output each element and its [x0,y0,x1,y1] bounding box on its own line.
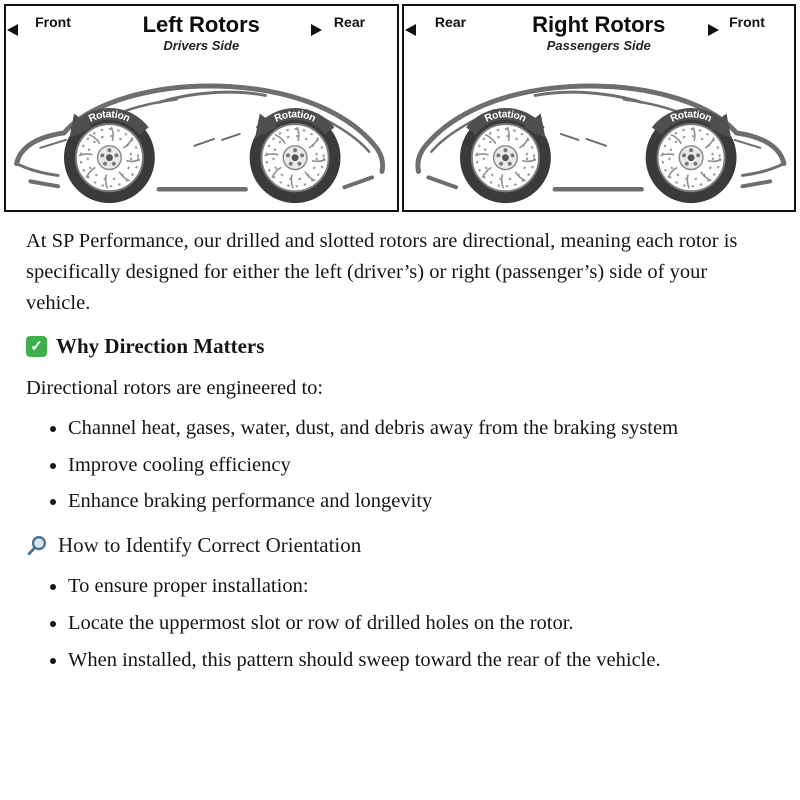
rotation-label: Rotation [272,109,318,125]
rear-direction-label: Rear [333,14,366,30]
right-rotors-panel [402,4,797,212]
why-direction-title: Why Direction Matters [56,334,265,359]
front-direction-label: Front [729,14,765,30]
rotation-label: Rotation [668,109,713,125]
list-item: • Enhance braking performance and longevity [68,487,768,517]
list-item: • Locate the uppermost slot or row of drilled holes on the rotor. [68,609,768,639]
rotor-direction-diagram [0,0,800,212]
why-direction-list [26,414,768,517]
panel-subtitle: Drivers Side [163,38,240,53]
rear-direction-label: Rear [434,14,467,30]
front-direction-label: Front [35,14,71,30]
intro-paragraph: At SP Performance, our drilled and slotted rotors are directional, meaning each rotor is specifically designed for either the left (driver’s) or right (passenger’s) side of your vehicle. [26,230,738,314]
panel-subtitle: Passengers Side [546,38,651,53]
right-car-illustration [404,51,795,211]
orientation-heading [26,533,768,558]
why-direction-heading [26,334,768,359]
left-car-illustration [6,51,397,211]
check-icon [26,336,47,357]
left-panel-header [6,6,397,55]
list-item: • Improve cooling efficiency [68,451,768,481]
rotation-label: Rotation [87,109,132,125]
article-body [0,212,800,709]
right-panel-titleblock [488,13,711,55]
rotation-label: Rotation [482,109,528,125]
left-panel-titleblock [90,13,313,55]
magnifier-icon [26,534,49,557]
right-panel-header [404,6,795,55]
left-rotors-panel [4,4,399,212]
why-direction-lead: Directional rotors are engineered to: [26,377,324,400]
orientation-title: How to Identify Correct Orientation [58,533,362,558]
list-item: • When installed, this pattern should sweep toward the rear of the vehicle. [68,646,768,676]
panel-title: Left Rotors [142,12,260,37]
list-item: • Channel heat, gases, water, dust, and debris away from the braking system [68,414,768,444]
panel-title: Right Rotors [532,12,666,37]
orientation-list [26,572,768,675]
list-item: • To ensure proper installation: [68,572,768,602]
